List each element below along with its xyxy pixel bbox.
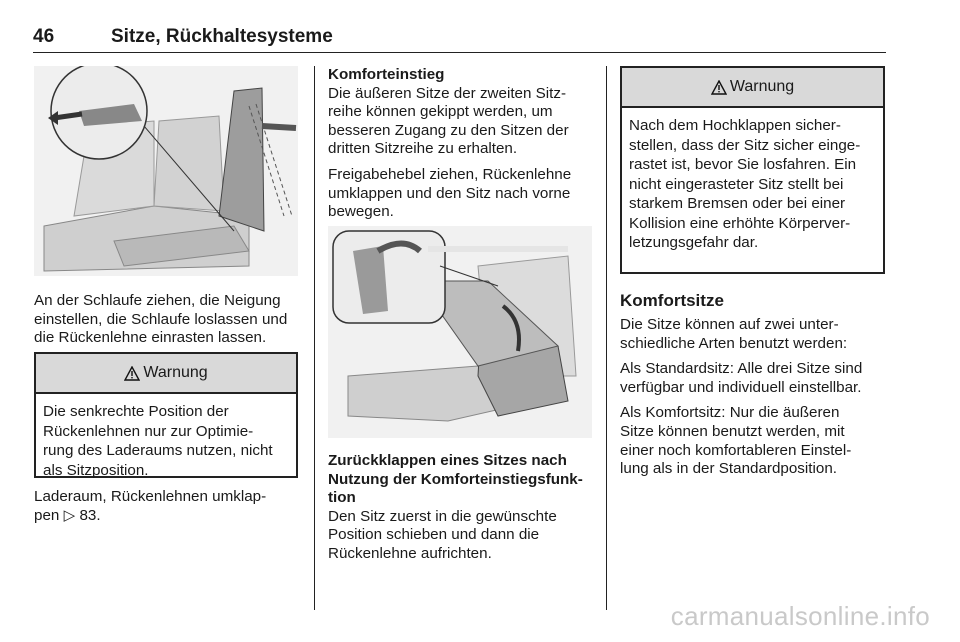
column-divider [606,66,607,610]
paragraph-line: besseren Zugang zu den Sitzen der [328,121,569,139]
section-heading: Komforteinstieg [328,66,445,83]
reference-prefix: pen [34,506,64,524]
watermark: carmanualsonline.info [670,601,930,631]
page-header [33,22,886,53]
warning-triangle-icon [124,366,140,381]
warning-triangle-icon [711,80,727,95]
paragraph-line: einer noch komfortableren Einstel- [620,441,852,459]
warning-text [36,394,296,480]
right-text [620,290,890,479]
page-number: 46 [33,26,55,47]
middle-text-top [328,66,598,222]
paragraph-line: schiedliche Arten benutzt werden: [620,334,848,352]
warning-line: Die senkrechte Position der [43,403,229,420]
paragraph-line: Die äußeren Sitze der zweiten Sitz- [328,84,567,102]
warning-title: Warnung [729,78,795,95]
reference-link-line[interactable] [34,507,304,526]
warning-line: rastet ist, bevor Sie losfahren. Ein [629,156,857,173]
warning-box [34,352,298,478]
paragraph-line: Die Sitze können auf zwei unter- [620,316,839,333]
warning-header [36,354,296,394]
cross-reference [34,488,304,525]
warning-line: Rückenlehnen nur zur Optimie- [43,422,254,440]
warning-line: Kollision eine erhöhte Körperver- [629,214,851,232]
warning-line: als Sitzposition. [43,461,149,479]
warning-line: rung des Laderaums nutzen, nicht [43,442,273,459]
reference-line: Laderaum, Rückenlehnen umklap- [34,488,267,505]
subheading-line: Nutzung der Komforteinstiegsfunk- [328,470,583,488]
subheading-line: tion [328,489,356,507]
left-caption [34,292,304,348]
paragraph-line: Rückenlehne aufrichten. [328,544,492,562]
paragraph-line: umklappen und den Sitz nach vorne [328,184,571,202]
warning-text [622,108,883,253]
paragraph-line: Den Sitz zuerst in die gewünschte [328,507,557,525]
subheading-line: Zurückklappen eines Sitzes nach [328,452,567,469]
paragraph-line: Freigabehebel ziehen, Rückenlehne [328,165,572,183]
paragraph-line: dritten Sitzreihe zu erhalten. [328,140,518,158]
column-divider [314,66,315,610]
arrow-icon: ▷ [63,506,76,524]
paragraph-line: Als Standardsitz: Alle drei Sitze sind [620,360,863,378]
paragraph-line: reihe können gekippt werden, um [328,103,553,121]
paragraph-line: verfügbar und individuell einstellbar. [620,378,862,396]
warning-header [622,68,883,108]
warning-line: Nach dem Hochklappen sicher- [629,117,841,134]
section-heading: Komfortsitze [620,291,724,310]
seat-folding-illustration [328,226,592,438]
warning-box [620,66,885,274]
paragraph-line: bewegen. [328,203,394,221]
middle-text-bottom [328,452,598,564]
warning-title: Warnung [143,364,208,381]
warning-line: stellen, dass der Sitz sicher einge- [629,136,861,154]
seat-recline-illustration [34,66,298,276]
paragraph-line: Sitze können benutzt werden, mit [620,422,845,440]
caption-line: An der Schlaufe ziehen, die Neigung [34,292,281,309]
paragraph-line: lung als in der Standardposition. [620,460,837,478]
warning-line: starkem Bremsen oder bei einer [629,195,846,212]
reference-page[interactable]: 83. [79,506,101,524]
paragraph-line: Position schieben und dann die [328,526,540,544]
warning-line: nicht eingerasteter Sitz stellt bei [629,175,844,193]
caption-line: einstellen, die Schlaufe loslassen und [34,310,288,328]
page-title: Sitze, Rückhaltesysteme [111,26,333,47]
warning-line: letzungsgefahr dar. [629,234,759,251]
paragraph-line: Als Komfortsitz: Nur die äußeren [620,404,840,422]
caption-line: die Rückenlehne einrasten lassen. [34,329,267,347]
